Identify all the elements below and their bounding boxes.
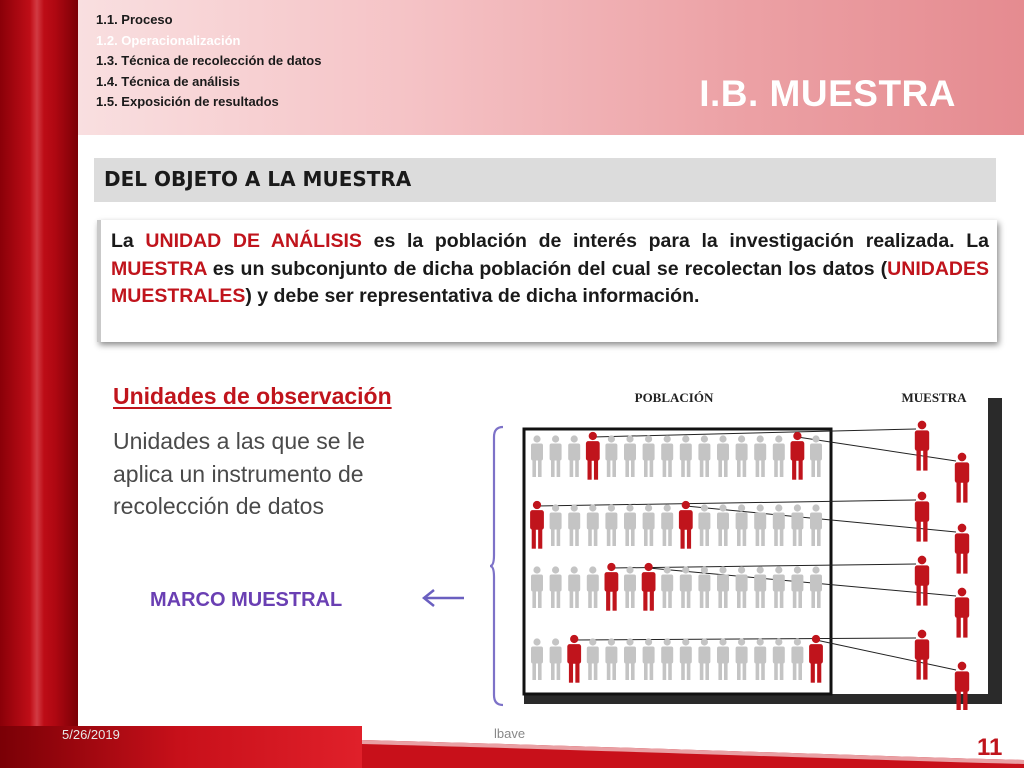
term-muestra: MUESTRA (111, 257, 207, 280)
nav-item-tecnica-analisis[interactable]: 1.4. Técnica de análisis (96, 73, 240, 89)
nav-item-exposicion-resultados[interactable]: 1.5. Exposición de resultados (96, 94, 279, 109)
page-number: 11 (977, 734, 1003, 761)
footer-author: lbave (494, 726, 526, 741)
term-unidades-muestrales: UNIDADES MUESTRALES (111, 257, 989, 307)
nav-item-operacionalizacion[interactable]: 1.2. Operacionalización (96, 32, 241, 48)
nav-item-tecnica-recoleccion[interactable]: 1.3. Técnica de recolección de datos (96, 53, 322, 68)
footer-date: 5/26/2019 (62, 727, 120, 742)
intro-text-1: La (111, 230, 146, 252)
observation-description: Unidades a las que se le aplica un instrumento de recolección de datos (113, 428, 365, 519)
footer-wave (362, 740, 1024, 768)
marco-muestral-label: MARCO MUESTRAL (150, 589, 343, 611)
arrow-left-icon (420, 586, 466, 610)
section-heading-bar (94, 158, 996, 202)
intro-text-3: es un subconjunto de dicha población del cual se recolectan los datos ( (206, 257, 888, 280)
intro-box (97, 220, 997, 342)
population-sample-figure (510, 380, 1010, 710)
topic-nav (96, 10, 321, 113)
left-decorative-bar (0, 0, 78, 768)
section-heading: DEL OBJETO A LA MUESTRA (104, 167, 412, 191)
nav-item-proceso[interactable]: 1.1. Proceso (96, 12, 173, 27)
observation-title: Unidades de observación (113, 383, 392, 409)
population-bracket-icon (490, 425, 504, 707)
intro-text-4: ) y debe ser representativa de dicha información. (245, 285, 700, 307)
intro-text-2: es la población de interés para la investigación realizada. La (361, 230, 989, 252)
footer-bar (0, 726, 362, 768)
sample-label: MUESTRA (901, 390, 967, 405)
term-unidad-analisis: UNIDAD DE ANÁLISIS (145, 230, 362, 252)
slide-title: I.B. MUESTRA (699, 73, 956, 114)
intro-paragraph (111, 228, 989, 311)
population-label: POBLACIÓN (634, 390, 714, 405)
